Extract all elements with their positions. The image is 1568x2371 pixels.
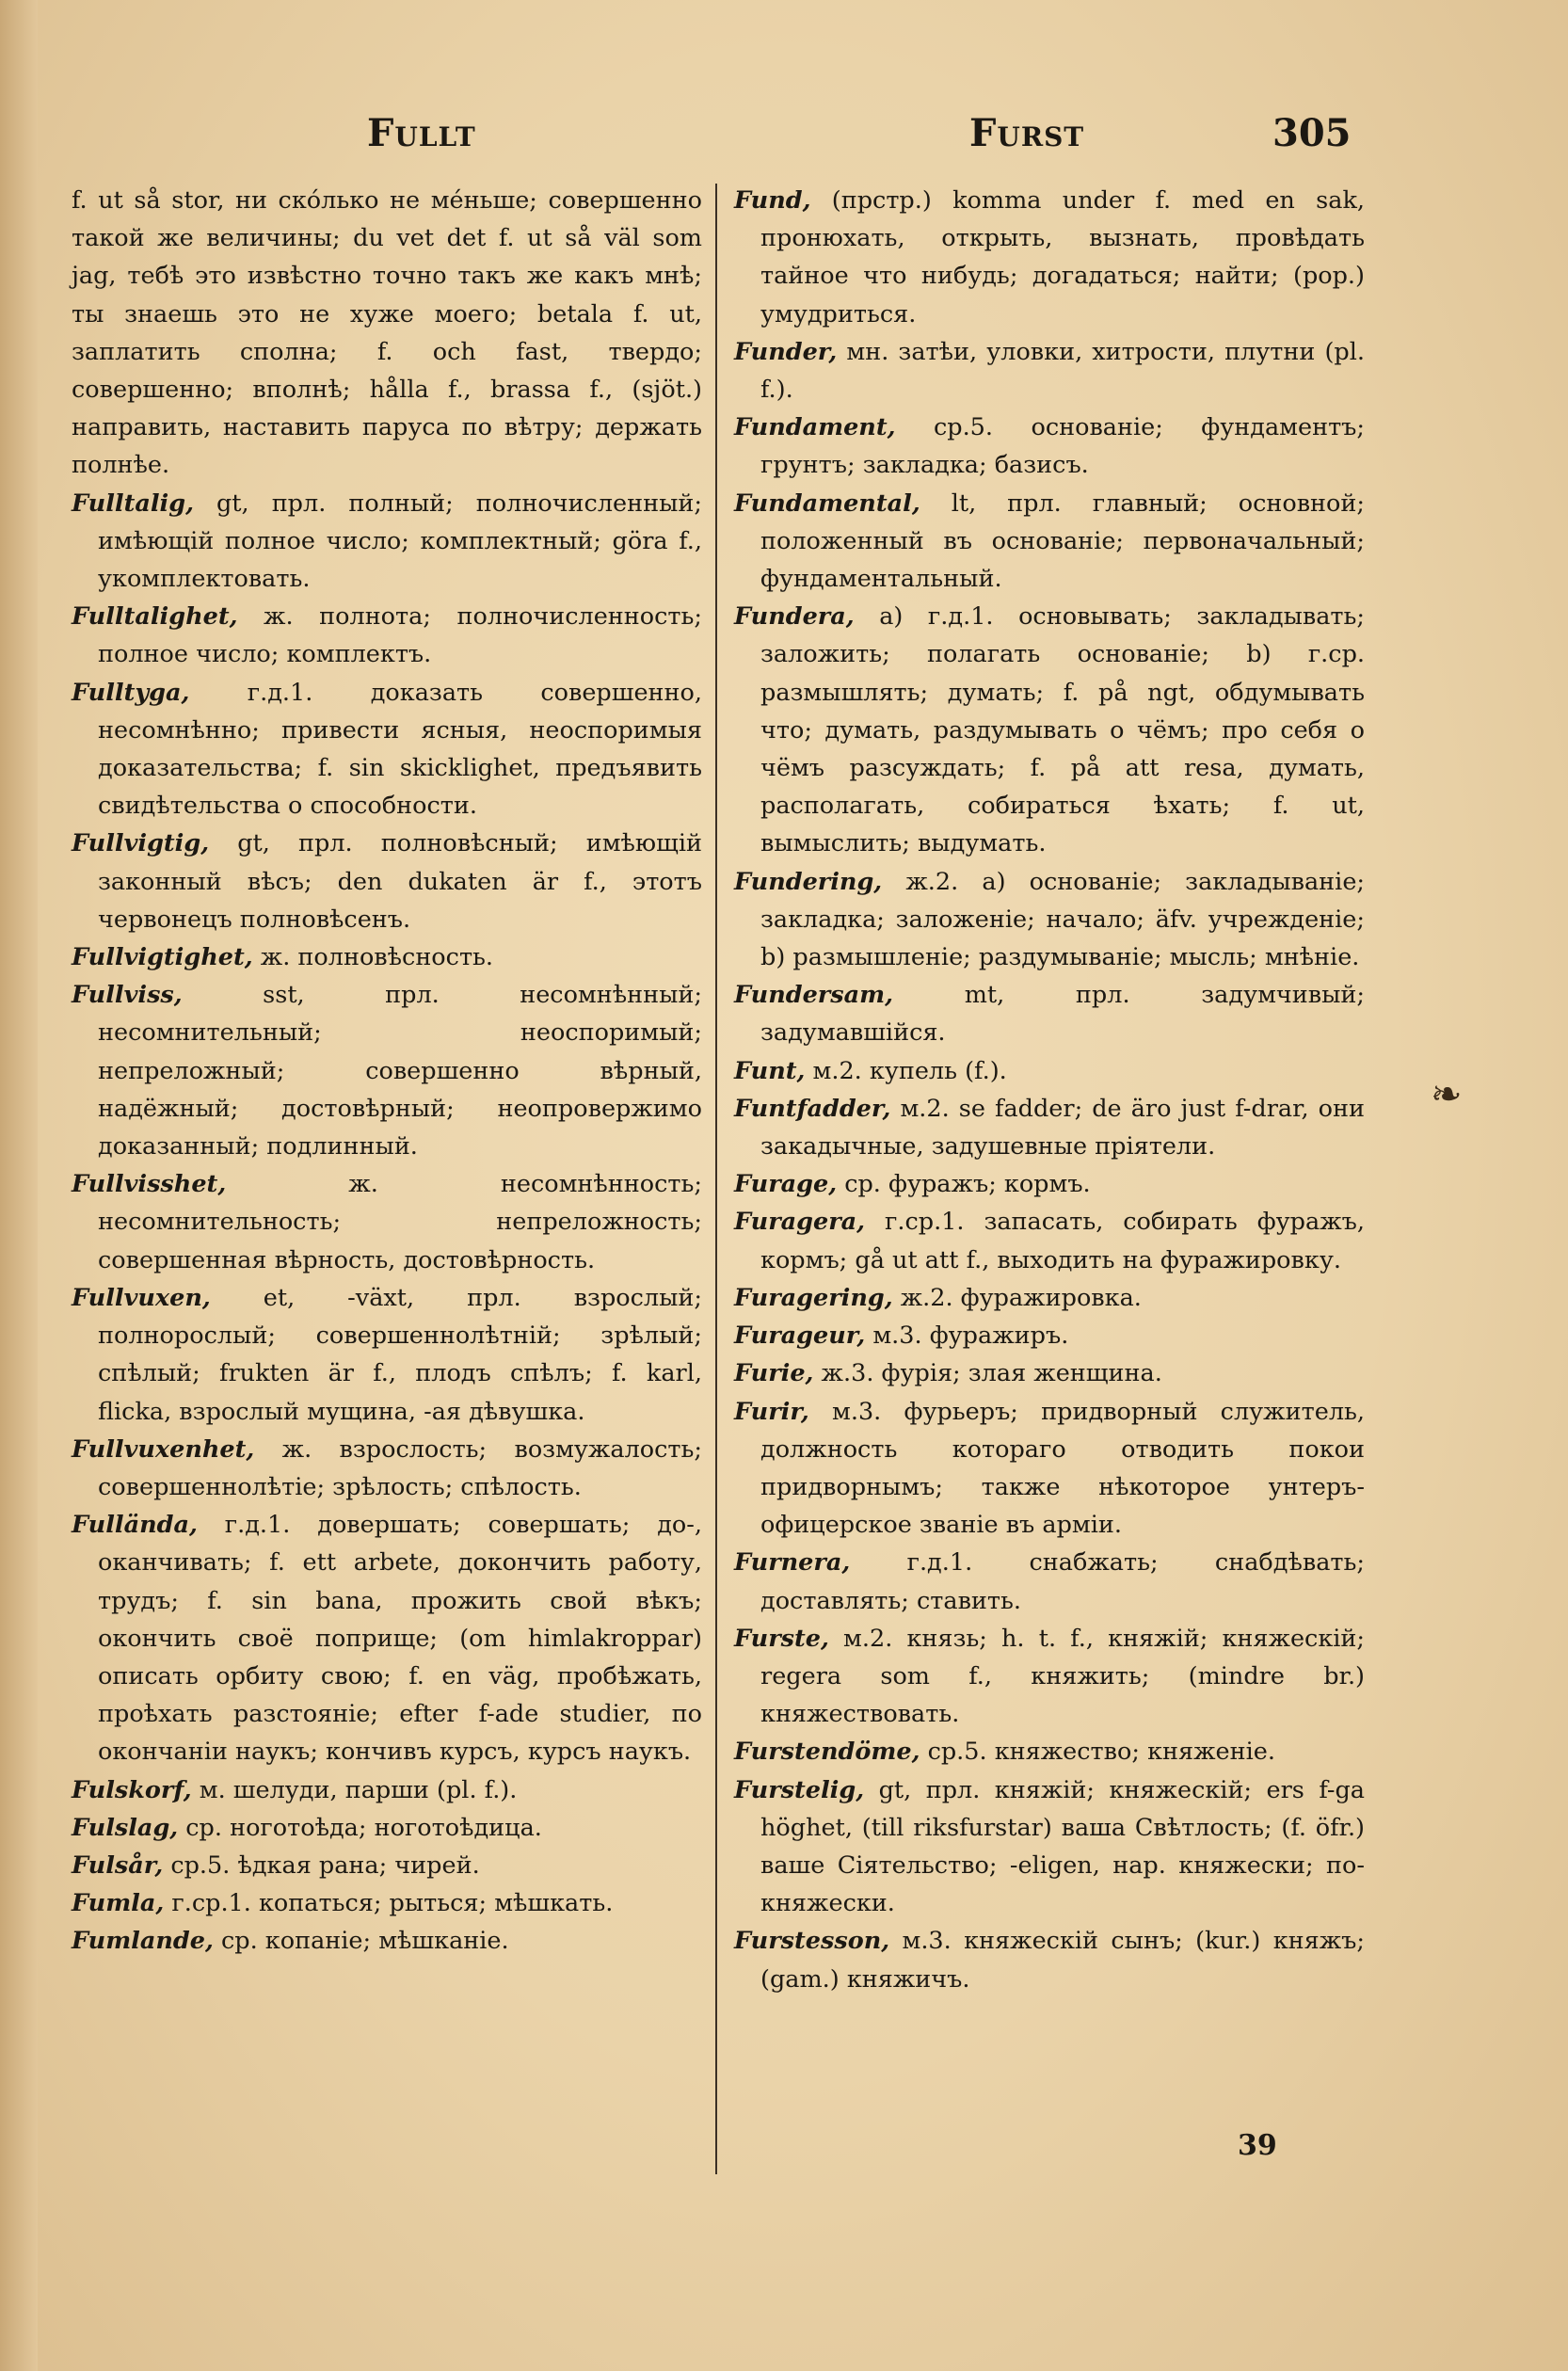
dictionary-entry <box>72 1279 702 1431</box>
definition: ср. копаніе; мѣшканіе. <box>220 1927 509 1956</box>
headword: Furagera, <box>734 1208 866 1237</box>
headword: Furstesson, <box>734 1927 890 1956</box>
headword: Fullvuxenhet, <box>72 1434 255 1464</box>
definition: mt, прл. задумчивый; задумавшійся. <box>760 981 1365 1048</box>
dictionary-entry <box>734 1733 1365 1770</box>
headword: Furir, <box>734 1397 809 1426</box>
dictionary-entry <box>734 1620 1365 1734</box>
definition: ж.2. фуражировка. <box>900 1283 1142 1312</box>
dictionary-entry <box>72 938 702 976</box>
headword: Fullvigtig, <box>72 829 210 858</box>
headword: Fundamental, <box>734 489 920 518</box>
headword: Fulltalighet, <box>72 602 238 632</box>
headword: Fundera, <box>734 602 855 632</box>
dictionary-entry <box>72 1809 702 1847</box>
headword: Fulltyga, <box>72 678 190 707</box>
right-column <box>734 182 1365 1998</box>
headword: Fullvigtighet, <box>72 943 253 972</box>
headword: Furie, <box>734 1359 814 1388</box>
page-edge <box>0 0 38 2371</box>
headword: Furstendöme, <box>734 1738 920 1767</box>
definition: мн. затѣи, уловки, хитрости, плутни (pl. f.). <box>760 337 1366 405</box>
definition: г.ср.1. копаться; рыться; мѣшкать. <box>171 1889 614 1918</box>
headword: Fumla, <box>72 1889 165 1918</box>
definition: м. шелуди, парши (pl. f.). <box>199 1775 518 1804</box>
dictionary-entry <box>72 1506 702 1770</box>
dictionary-entry <box>734 409 1365 484</box>
dictionary-entry <box>734 1922 1365 1997</box>
dictionary-entry <box>734 863 1365 977</box>
definition: м.2. купель (f.). <box>812 1056 1007 1085</box>
definition: ж. полнота; полночисленность; полное число; комплектъ. <box>98 602 703 669</box>
column-divider <box>715 184 717 2174</box>
dictionary-entry <box>734 976 1365 1051</box>
definition: г.ср.1. запасать, собирать фуражъ, кормъ; gå ut att f., выходить на фуражировку. <box>760 1208 1365 1274</box>
headword: Fullvuxen, <box>72 1283 211 1312</box>
headword: Furnera, <box>734 1548 851 1578</box>
dictionary-entry <box>72 1884 702 1922</box>
dictionary-entry <box>72 674 702 825</box>
dictionary-entry <box>72 1922 702 1960</box>
dictionary-entry <box>734 1165 1365 1203</box>
definition: г.д.1. доказать совершенно, несомнѣнно; привести ясныя, неоспоримыя доказательства; f. sin skicklighet, предъявить свидѣтельства о способности. <box>98 678 703 821</box>
headword: Fulskorf, <box>72 1775 192 1804</box>
headword: Fund, <box>734 186 811 215</box>
definition: et, -växt, прл. взрослый; полнорослый; совершеннолѣтній; зрѣлый; спѣлый; frukten är f., плодъ спѣлъ; f. karl, flicka, взрослый мущина, -ая дѣвушка. <box>98 1283 703 1426</box>
dictionary-entry <box>72 976 702 1165</box>
dictionary-entry <box>72 1771 702 1809</box>
page-number: 305 <box>1272 111 1352 155</box>
running-head-right: Furst <box>969 111 1085 155</box>
definition: f. ut så stor, ни ско́лько не ме́ньше; совершенно такой же величины; du vet det f. ut så väl som jag, тебѣ это извѣстно точно такъ же какъ мнѣ; ты знаешь это не хуже моего; betala f. ut, заплатить сполна; f. och fast, твердо; совершенно; вполнѣ; hålla f., brassa f., (sjöt.) направить, наставить паруса по вѣтру; держать полнѣе. <box>72 186 702 480</box>
headword: Fundering, <box>734 867 883 896</box>
dictionary-entry <box>734 598 1365 862</box>
headword: Funt, <box>734 1056 806 1085</box>
signature-mark: 39 <box>1238 2129 1277 2162</box>
headword: Fullända, <box>72 1511 198 1540</box>
dictionary-entry <box>72 1431 702 1506</box>
definition: gt, прл. княжій; княжескій; ers f-ga höghet, (till riksfurstar) ваша Свѣтлость; (f. öfr.) ваше Сіятельство; -eligen, нар. княжески; по-княжески. <box>760 1775 1366 1918</box>
definition: gt, прл. полный; полночисленный; имѣющій полное число; комплектный; göra f., укомплектовать. <box>98 489 702 594</box>
definition: ж.2. a) основаніе; закладываніе; закладка; заложеніе; начало; äfv. учрежденіе; b) размышленіе; раздумываніе; мысль; мнѣніе. <box>760 867 1366 972</box>
headword: Furageur, <box>734 1322 866 1351</box>
margin-mark: ❧ <box>1431 1073 1463 1116</box>
definition: ж. полновѣсность. <box>260 943 494 972</box>
definition: sst, прл. несомнѣнный; несомнительный; неоспоримый; непреложный; совершенно вѣрный, надёжный; достовѣрный; неопровержимо доказанный; подлинный. <box>98 981 703 1161</box>
definition: ср.5. ѣдкая рана; чирей. <box>170 1850 480 1880</box>
left-column <box>72 182 702 1961</box>
definition: ж. взрослость; возмужалость; совершеннолѣтіе; зрѣлость; спѣлость. <box>98 1434 702 1501</box>
dictionary-entry <box>734 1279 1365 1317</box>
definition: ср. фуражъ; кормъ. <box>844 1170 1091 1199</box>
definition: a) г.д.1. основывать; закладывать; заложить; полагать основаніе; b) г.ср. размышлять; думать; f. på ngt, обдумывать что; думать, раздумывать о чёмъ; про себя о чёмъ разсуждать; f. på att resa, думать, располагать, собираться ѣхать; f. ut, вымыслить; выдумать. <box>760 602 1366 858</box>
dictionary-entry <box>734 182 1365 333</box>
headword: Furstelig, <box>734 1775 865 1804</box>
dictionary-entry <box>734 1771 1365 1923</box>
definition: lt, прл. главный; основной; положенный въ основаніе; первоначальный; фундаментальный. <box>760 489 1365 594</box>
headword: Furage, <box>734 1170 838 1199</box>
definition: м.3. фуражиръ. <box>872 1322 1069 1351</box>
definition: г.д.1. довершать; совершать; до-, оканчивать; f. ett arbete, докончить работу, трудъ; f. sin bana, прожить свой вѣкъ; окончить своё поприще; (om himlakroppar) описать орбиту свою; f. en väg, пробѣжать, проѣхать разстояніе; efter f-ade studier, по окончаніи наукъ; кончивъ курсъ, курсъ наукъ. <box>98 1511 703 1767</box>
dictionary-entry <box>734 1090 1365 1165</box>
headword: Fundament, <box>734 413 896 442</box>
dictionary-entry <box>734 333 1365 409</box>
dictionary-entry <box>72 598 702 673</box>
definition: gt, прл. полновѣсный; имѣющій законный вѣсъ; den dukaten är f., этотъ червонецъ полновѣсенъ. <box>98 829 702 934</box>
headword: Fullvisshet, <box>72 1170 227 1199</box>
definition: м.3. княжескій сынъ; (kur.) княжъ; (gam.) княжичъ. <box>760 1927 1365 1994</box>
dictionary-entry <box>734 1544 1365 1619</box>
dictionary-entry <box>72 485 702 599</box>
dictionary-entry <box>734 1052 1365 1090</box>
definition: ср. ноготоѣда; ноготоѣдица. <box>185 1813 542 1842</box>
definition: г.д.1. снабжать; снабдѣвать; доставлять; ставить. <box>760 1548 1365 1615</box>
definition: (прстр.) komma under f. med en sak, пронюхать, открыть, вызнать, провѣдать тайное что нибудь; догадаться; найти; (pop.) умудриться. <box>760 186 1366 328</box>
dictionary-entry <box>734 1354 1365 1392</box>
headword: Fullviss, <box>72 981 183 1010</box>
definition: ж. несомнѣнность; несомнительность; непреложность; совершенная вѣрность, достовѣрность. <box>98 1170 702 1274</box>
running-head-left: Fullt <box>367 111 476 155</box>
dictionary-entry <box>72 182 702 485</box>
headword: Funtfadder, <box>734 1094 891 1123</box>
definition: м.2. se fadder; de äro just f-drar, они закадычные, задушевные пріятели. <box>760 1094 1366 1161</box>
dictionary-entry <box>72 1165 702 1279</box>
definition: м.3. фурьеръ; придворный служитель, должность котораго отводить покои придворнымъ; также нѣкоторое унтеръ-офицерское званіе въ арміи. <box>760 1397 1366 1540</box>
headword: Fumlande, <box>72 1927 214 1956</box>
headword: Fulslag, <box>72 1813 179 1842</box>
definition: ср.5. основаніе; фундаментъ; грунтъ; закладка; базисъ. <box>760 413 1365 480</box>
dictionary-entry <box>734 1317 1365 1354</box>
headword: Fulltalig, <box>72 489 194 518</box>
definition: ж.3. фурія; злая женщина. <box>821 1359 1162 1388</box>
headword: Furste, <box>734 1624 829 1653</box>
definition: м.2. князь; h. t. f., княжій; княжескій; regera som f., княжить; (mindre br.) княжествовать. <box>760 1624 1365 1729</box>
dictionary-entry <box>734 1203 1365 1278</box>
dictionary-entry <box>72 1847 702 1884</box>
headword: Funder, <box>734 337 838 366</box>
dictionary-entry <box>734 485 1365 599</box>
headword: Fulsår, <box>72 1850 164 1880</box>
headword: Furagering, <box>734 1283 893 1312</box>
definition: ср.5. княжество; княженіе. <box>927 1738 1275 1767</box>
dictionary-entry <box>72 825 702 938</box>
dictionary-entry <box>734 1393 1365 1545</box>
headword: Fundersam, <box>734 981 893 1010</box>
